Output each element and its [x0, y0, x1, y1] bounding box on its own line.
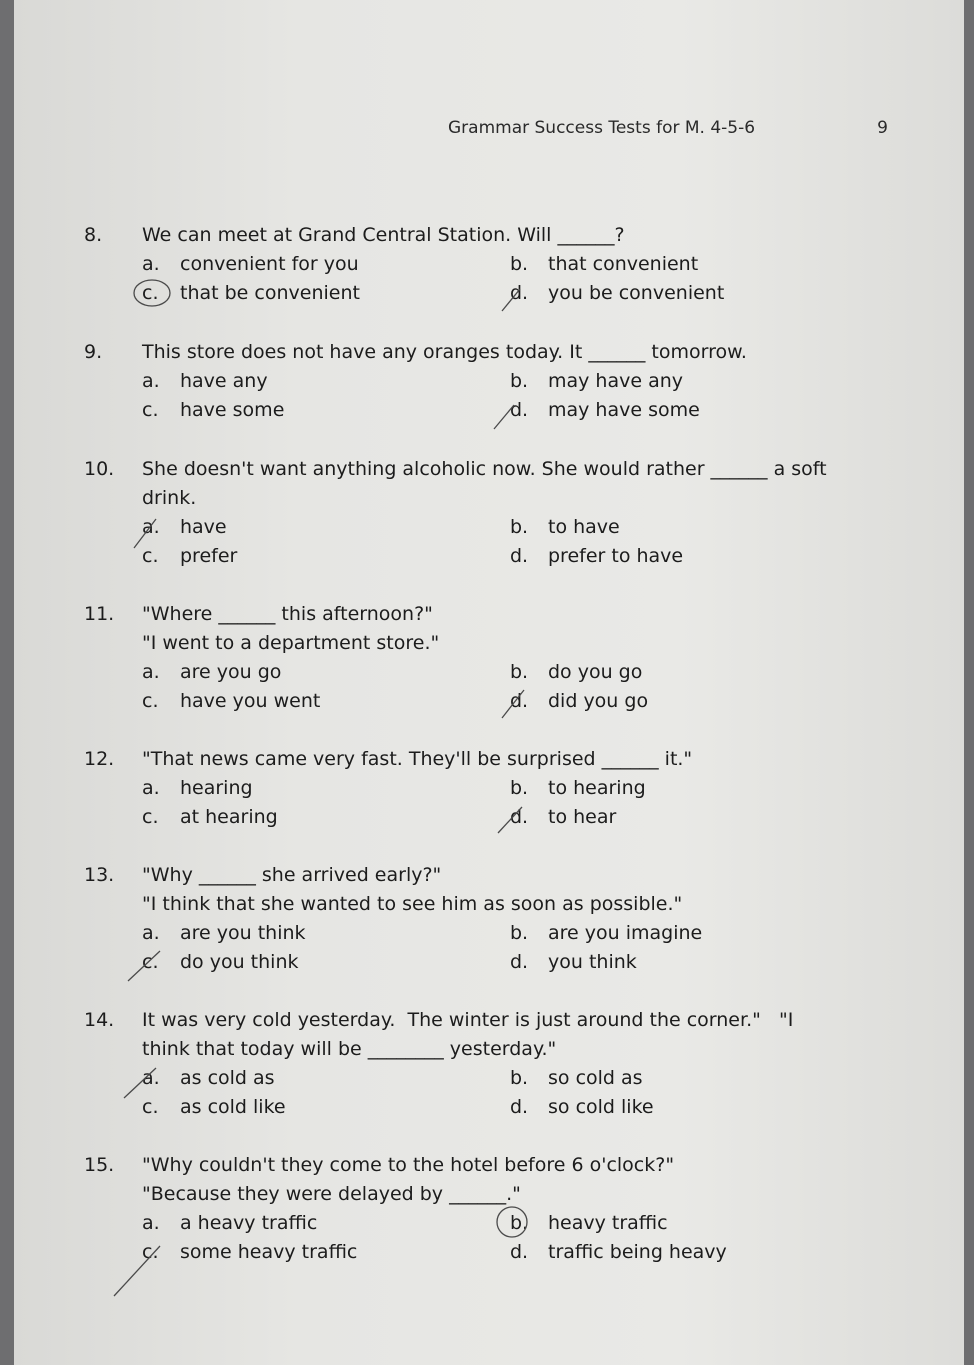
option-text: as cold as: [180, 1067, 275, 1089]
option-text: hearing: [180, 777, 253, 799]
question-number: 9.: [84, 341, 103, 363]
stem-line: "I went to a department store.": [142, 632, 440, 654]
option-d[interactable]: [510, 948, 637, 977]
worksheet-page: [14, 0, 964, 1365]
question-11: [84, 600, 904, 716]
option-a[interactable]: [142, 919, 306, 948]
option-letter: b.: [510, 370, 529, 392]
option-text: prefer to have: [548, 545, 684, 567]
option-text: do you think: [180, 951, 299, 973]
option-a[interactable]: [142, 1209, 317, 1238]
option-c[interactable]: [142, 396, 284, 425]
question-number: 10.: [84, 458, 115, 480]
stem-line: It was very cold yesterday. The winter is just around the corner." "I: [142, 1009, 794, 1031]
option-d[interactable]: [510, 1238, 727, 1267]
question-stem: [142, 861, 904, 919]
option-b[interactable]: [510, 1209, 668, 1238]
option-letter: d.: [510, 806, 529, 828]
question-number: 11.: [84, 603, 115, 625]
option-d[interactable]: [510, 687, 648, 716]
option-text: convenient for you: [180, 253, 359, 275]
option-c[interactable]: [142, 542, 237, 571]
option-letter: a.: [142, 1212, 160, 1234]
stem-line: "Why couldn't they come to the hotel before 6 o'clock?": [142, 1154, 675, 1176]
option-letter: d.: [510, 951, 529, 973]
stem-line: "Why ______ she arrived early?": [142, 864, 442, 886]
stem-line: "I think that she wanted to see him as soon as possible.": [142, 893, 683, 915]
stem-line: think that today will be ________ yesterday.": [142, 1038, 557, 1060]
option-b[interactable]: [510, 774, 646, 803]
option-letter: d.: [510, 690, 529, 712]
stem-line: We can meet at Grand Central Station. Will ______?: [142, 224, 625, 246]
option-letter: b.: [510, 661, 529, 683]
option-text: so cold as: [548, 1067, 643, 1089]
question-10: [84, 455, 904, 571]
option-letter: a.: [142, 1067, 160, 1089]
option-text: to have: [548, 516, 620, 538]
option-text: did you go: [548, 690, 649, 712]
option-d[interactable]: [510, 396, 700, 425]
option-text: you be convenient: [548, 282, 725, 304]
option-c[interactable]: [142, 279, 360, 308]
answer-options: [142, 658, 904, 716]
option-text: that be convenient: [180, 282, 360, 304]
option-letter: b.: [510, 922, 529, 944]
option-a[interactable]: [142, 1064, 275, 1093]
stem-line: This store does not have any oranges today. It ______ tomorrow.: [142, 341, 747, 363]
option-b[interactable]: [510, 367, 683, 396]
option-d[interactable]: [510, 1093, 654, 1122]
option-letter: a.: [142, 253, 160, 275]
option-letter: c.: [142, 1241, 159, 1263]
question-stem: [142, 221, 904, 250]
option-letter: d.: [510, 1241, 529, 1263]
option-c[interactable]: [142, 948, 299, 977]
option-letter: c.: [142, 282, 159, 304]
option-letter: c.: [142, 399, 159, 421]
option-text: have any: [180, 370, 268, 392]
option-text: traffic being heavy: [548, 1241, 727, 1263]
answer-options: [142, 774, 904, 832]
option-text: do you go: [548, 661, 643, 683]
option-b[interactable]: [510, 1064, 643, 1093]
option-text: you think: [548, 951, 637, 973]
option-text: as cold like: [180, 1096, 286, 1118]
question-stem: [142, 745, 904, 774]
option-letter: a.: [142, 777, 160, 799]
option-text: have you went: [180, 690, 321, 712]
stem-line: She doesn't want anything alcoholic now. She would rather ______ a soft: [142, 458, 827, 480]
answer-options: [142, 513, 904, 571]
option-text: some heavy traffic: [180, 1241, 358, 1263]
option-letter: c.: [142, 545, 159, 567]
header-title: Grammar Success Tests for M. 4-5-6: [448, 118, 756, 138]
option-text: to hear: [548, 806, 617, 828]
option-letter: d.: [510, 282, 529, 304]
option-letter: b.: [510, 253, 529, 275]
question-number: 13.: [84, 864, 115, 886]
option-d[interactable]: [510, 542, 683, 571]
option-c[interactable]: [142, 1093, 286, 1122]
option-letter: a.: [142, 661, 160, 683]
answer-options: [142, 1209, 904, 1267]
option-letter: b.: [510, 777, 529, 799]
option-c[interactable]: [142, 687, 320, 716]
option-d[interactable]: [510, 803, 616, 832]
answer-options: [142, 919, 904, 977]
option-text: have: [180, 516, 227, 538]
answer-options: [142, 1064, 904, 1122]
option-text: are you think: [180, 922, 306, 944]
option-text: that convenient: [548, 253, 699, 275]
question-number: 15.: [84, 1154, 115, 1176]
stem-line: "Where ______ this afternoon?": [142, 603, 433, 625]
question-13: [84, 861, 904, 977]
option-a[interactable]: [142, 367, 268, 396]
question-stem: [142, 1006, 904, 1064]
option-letter: c.: [142, 951, 159, 973]
question-9: [84, 338, 904, 425]
option-letter: c.: [142, 806, 159, 828]
option-letter: a.: [142, 370, 160, 392]
option-letter: a.: [142, 516, 160, 538]
option-text: at hearing: [180, 806, 278, 828]
question-12: [84, 745, 904, 832]
option-b[interactable]: [510, 250, 698, 279]
question-8: [84, 221, 904, 308]
option-b[interactable]: [510, 513, 620, 542]
option-text: heavy traffic: [548, 1212, 668, 1234]
option-c[interactable]: [142, 1238, 357, 1267]
question-14: [84, 1006, 904, 1122]
option-text: so cold like: [548, 1096, 654, 1118]
option-letter: a.: [142, 922, 160, 944]
option-letter: d.: [510, 399, 529, 421]
page-number: 9: [877, 118, 888, 138]
stem-line: "That news came very fast. They'll be surprised ______ it.": [142, 748, 693, 770]
option-text: are you go: [180, 661, 282, 683]
question-stem: [142, 1151, 904, 1209]
option-b[interactable]: [510, 919, 702, 948]
option-a[interactable]: [142, 513, 227, 542]
stem-line: "Because they were delayed by ______.": [142, 1183, 521, 1205]
option-d[interactable]: [510, 279, 724, 308]
option-a[interactable]: [142, 774, 253, 803]
option-letter: c.: [142, 690, 159, 712]
option-letter: d.: [510, 1096, 529, 1118]
question-number: 12.: [84, 748, 115, 770]
answer-options: [142, 250, 904, 308]
question-stem: [142, 338, 904, 367]
answer-options: [142, 367, 904, 425]
option-letter: b.: [510, 1212, 529, 1234]
option-text: are you imagine: [548, 922, 703, 944]
option-letter: b.: [510, 516, 529, 538]
option-text: to hearing: [548, 777, 646, 799]
option-text: may have any: [548, 370, 684, 392]
question-stem: [142, 600, 904, 658]
question-15: [84, 1151, 904, 1267]
option-letter: c.: [142, 1096, 159, 1118]
option-c[interactable]: [142, 803, 278, 832]
option-b[interactable]: [510, 658, 642, 687]
option-a[interactable]: [142, 250, 359, 279]
question-number: 14.: [84, 1009, 115, 1031]
option-text: have some: [180, 399, 285, 421]
question-number: 8.: [84, 224, 103, 246]
option-letter: b.: [510, 1067, 529, 1089]
question-stem: [142, 455, 904, 513]
stem-line: drink.: [142, 487, 197, 509]
option-text: prefer: [180, 545, 238, 567]
option-letter: d.: [510, 545, 529, 567]
option-text: a heavy traffic: [180, 1212, 318, 1234]
option-text: may have some: [548, 399, 700, 421]
option-a[interactable]: [142, 658, 281, 687]
